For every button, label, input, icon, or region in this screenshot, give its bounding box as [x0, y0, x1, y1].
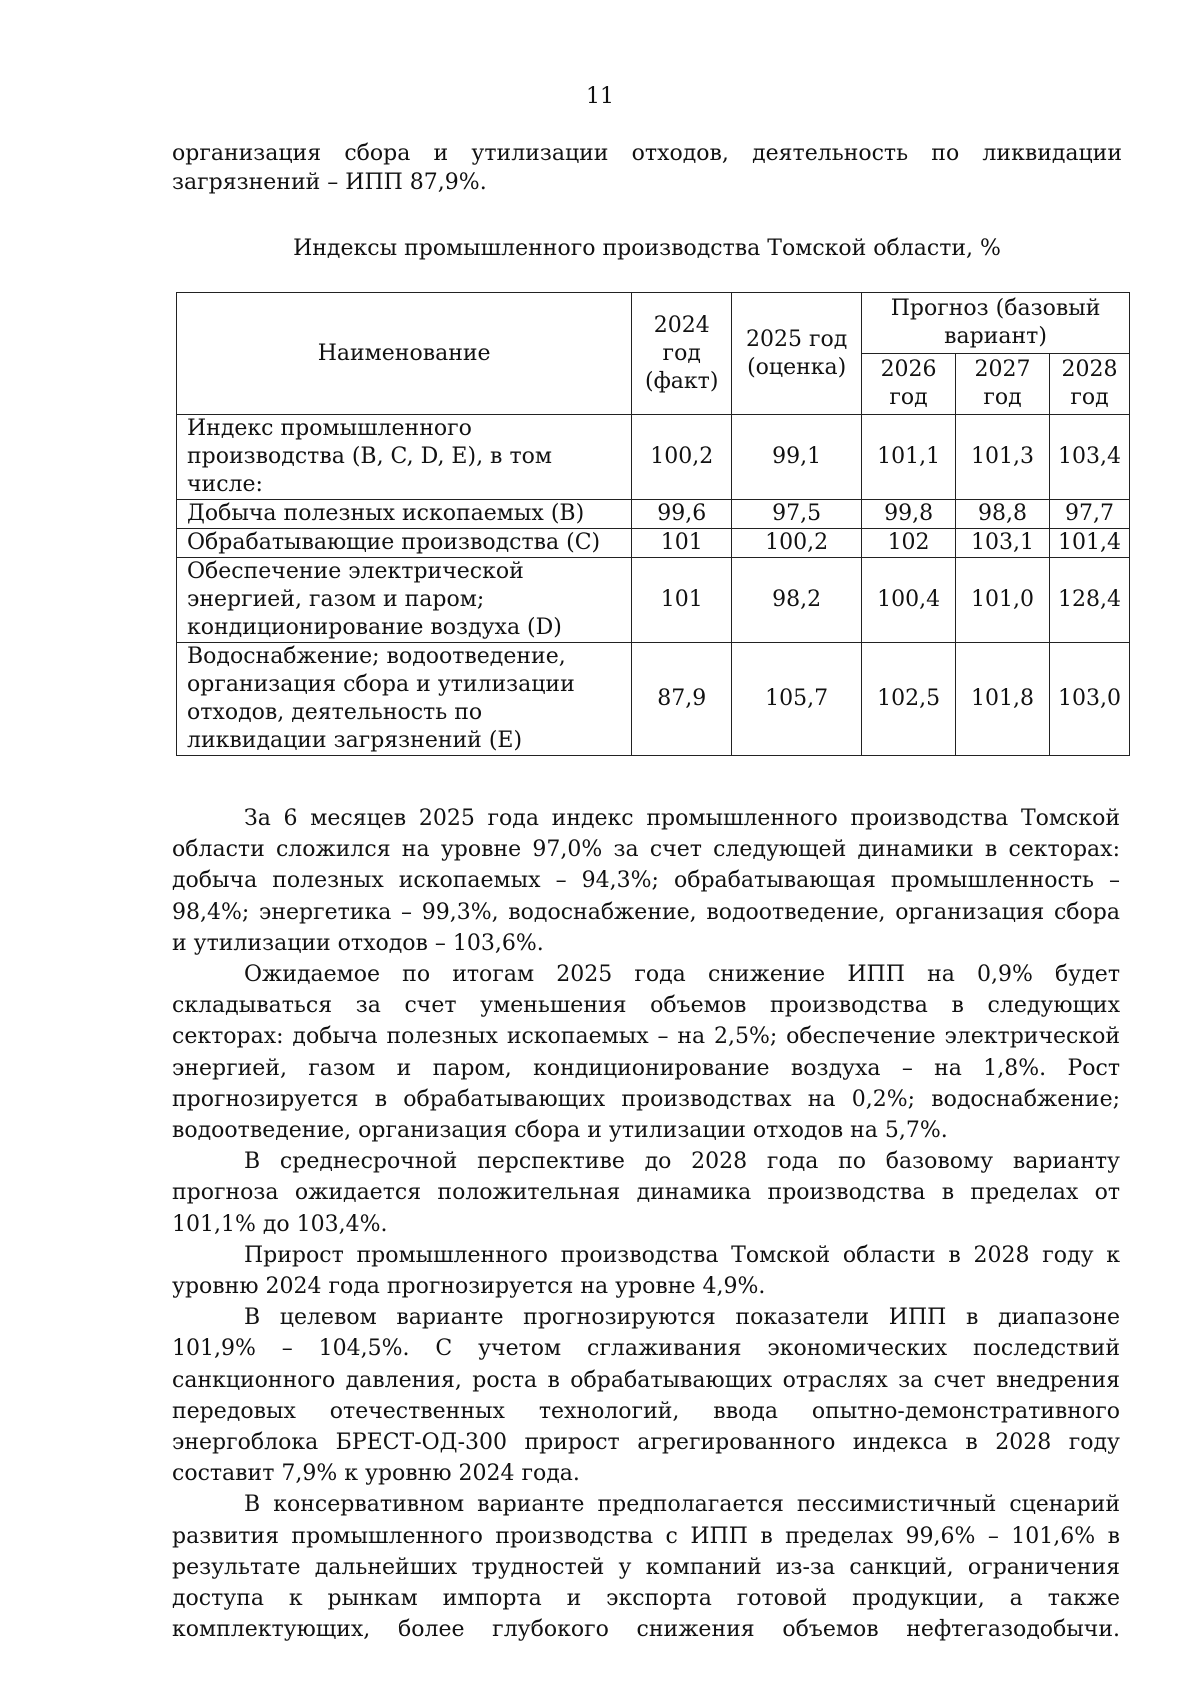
- cell-2028: 101,4: [1049, 529, 1129, 558]
- cell-2028: 97,7: [1049, 500, 1129, 529]
- cell-2025: 100,2: [732, 529, 862, 558]
- cell-2024: 99,6: [632, 500, 732, 529]
- table-title: Индексы промышленного производства Томской области, %: [293, 236, 1001, 261]
- cell-2024: 100,2: [632, 415, 732, 500]
- paragraph: За 6 месяцев 2025 года индекс промышленного производства Томской области сложился на уровне 97,0% за счет следующей динамики в секторах: добыча полезных ископаемых – 94,3%; обрабатывающая промышленность – 98,4%; энергетика – 99,3%, водоснабжение, водоотведение, организация сбора и утилизации отходов – 103,6%.: [172, 806, 1120, 956]
- cell-2027: 101,0: [956, 558, 1050, 643]
- cell-2025: 98,2: [732, 558, 862, 643]
- header-forecast: Прогноз (базовый вариант): [862, 293, 1130, 354]
- intro-text: организация сбора и утилизации отходов, деятельность по ликвидации загрязнений – ИПП 87,9%.: [172, 141, 1122, 195]
- page-number: 11: [586, 84, 614, 109]
- cell-2028: 128,4: [1049, 558, 1129, 643]
- paragraph: Прирост промышленного производства Томской области в 2028 году к уровню 2024 года прогнозируется на уровне 4,9%.: [172, 1242, 1120, 1300]
- header-2028: 2028 год: [1049, 354, 1129, 415]
- cell-2024: 101: [632, 558, 732, 643]
- header-2027: 2027 год: [956, 354, 1050, 415]
- table-row: [177, 529, 1130, 558]
- header-name: Наименование: [177, 293, 632, 415]
- table-row: [177, 643, 1130, 756]
- table-row: [177, 558, 1130, 643]
- production-index-table: [176, 292, 1130, 756]
- cell-2027: 101,3: [956, 415, 1050, 500]
- cell-2028: 103,4: [1049, 415, 1129, 500]
- row-name: Водоснабжение; водоотведение, организация сбора и утилизации отходов, деятельность по ликвидации загрязнений (E): [177, 643, 632, 756]
- row-name: Обрабатывающие производства (C): [177, 529, 632, 558]
- cell-2027: 101,8: [956, 643, 1050, 756]
- paragraph: В целевом варианте прогнозируются показатели ИПП в диапазоне 101,9% – 104,5%. С учетом сглаживания экономических последствий санкционного давления, роста в обрабатывающих отраслях за счет внедрения передовых отечественных технологий, ввода опытно-демонстративного энергоблока БРЕСТ-ОД-300 прирост агрегированного индекса в 2028 году составит 7,9% к уровню 2024 года.: [172, 1305, 1120, 1487]
- cell-2026: 102,5: [862, 643, 956, 756]
- cell-2025: 105,7: [732, 643, 862, 756]
- cell-2027: 98,8: [956, 500, 1050, 529]
- cell-2028: 103,0: [1049, 643, 1129, 756]
- row-name: Индекс промышленного производства (B, C, D, E), в том числе:: [177, 415, 632, 500]
- cell-2026: 99,8: [862, 500, 956, 529]
- row-name: Добыча полезных ископаемых (B): [177, 500, 632, 529]
- cell-2025: 99,1: [732, 415, 862, 500]
- body-text: [172, 803, 1120, 1645]
- header-2026: 2026 год: [862, 354, 956, 415]
- header-2024: 2024 год (факт): [632, 293, 732, 415]
- table-header-row: [177, 293, 1130, 354]
- header-2025: 2025 год (оценка): [732, 293, 862, 415]
- cell-2027: 103,1: [956, 529, 1050, 558]
- cell-2025: 97,5: [732, 500, 862, 529]
- cell-2024: 87,9: [632, 643, 732, 756]
- row-name: Обеспечение электрической энергией, газом и паром; кондиционирование воздуха (D): [177, 558, 632, 643]
- table-row: [177, 500, 1130, 529]
- cell-2026: 102: [862, 529, 956, 558]
- cell-2026: 100,4: [862, 558, 956, 643]
- paragraph: Ожидаемое по итогам 2025 года снижение ИПП на 0,9% будет складываться за счет уменьшения объемов производства в следующих секторах: добыча полезных ископаемых – на 2,5%; обеспечение электрической энергией, газом и паром, кондиционирование воздуха – на 1,8%. Рост прогнозируется в обрабатывающих производствах на 0,2%; водоснабжение; водоотведение, организация сбора и утилизации отходов на 5,7%.: [172, 962, 1120, 1144]
- intro-paragraph: [172, 140, 1122, 197]
- cell-2024: 101: [632, 529, 732, 558]
- table-row: [177, 415, 1130, 500]
- paragraph: В среднесрочной перспективе до 2028 года по базовому варианту прогноза ожидается положительная динамика производства в пределах от 101,1% до 103,4%.: [172, 1149, 1120, 1237]
- cell-2026: 101,1: [862, 415, 956, 500]
- paragraph: В консервативном варианте предполагается пессимистичный сценарий развития промышленного производства с ИПП в пределах 99,6% – 101,6% в результате дальнейших трудностей у компаний из-за санкций, ограничения доступа к рынкам импорта и экспорта готовой продукции, а также комплектующих, более глубокого снижения объемов нефтегазодобычи.: [172, 1492, 1120, 1643]
